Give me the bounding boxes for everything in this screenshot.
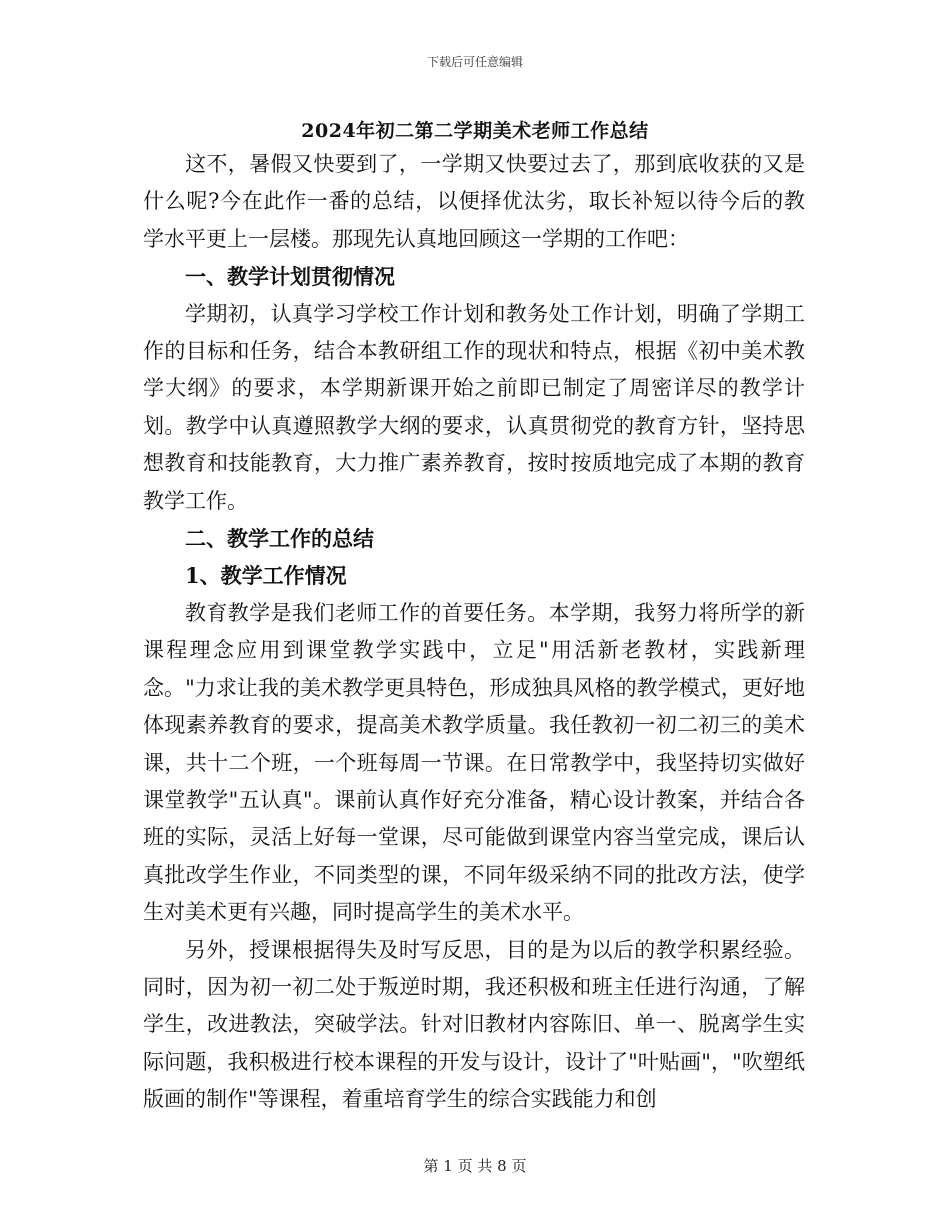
section-heading-plan: 一、教学计划贯彻情况 — [185, 264, 395, 290]
document-title: 2024年初二第二学期美术老师工作总结 — [301, 120, 649, 142]
page-footer: 第 1 页 共 8 页 — [423, 1157, 527, 1175]
plan-paragraph: 学期初，认真学习学校工作计划和教务处工作计划，明确了学期工作的目标和任务，结合本教研组工作的现状和特点，根据《初中美术教学大纲》的要求，本学期新课开始之前即已制定了周密详尽的教学计划。教学中认真遵照教学大纲的要求，认真贯彻党的教育方针，坚持思想教育和技能教育，大力推广素养教育，按时按质地完成了本期的教育教学工作。 — [143, 301, 805, 513]
subsection-heading-work: 1、教学工作情况 — [185, 563, 347, 589]
section-heading-summary: 二、教学工作的总结 — [185, 526, 374, 552]
work-paragraph-1: 教育教学是我们老师工作的首要任务。本学期，我努力将所学的新课程理念应用到课堂教学实践中，立足"用活新老教材，实践新理念。"力求让我的美术教学更具特色，形成独具风格的教学模式，更好地体现素养教育的要求，提高美术教学质量。我任教初一初二初三的美术课，共十二个班，一个班每周一节课。在日常教学中，我坚持切实做好课堂教学"五认真"。课前认真作好充分准备，精心设计教案，并结合各班的实际，灵活上好每一堂课，尽可能做到课堂内容当堂完成，课后认真批改学生作业，不同类型的课，不同年级采纳不同的批改方法，使学生对美术更有兴趣，同时提高学生的美术水平。 — [143, 600, 805, 925]
header-note: 下载后可任意编辑 — [426, 55, 523, 69]
work-paragraph-2: 另外，授课根据得失及时写反思，目的是为以后的教学积累经验。同时，因为初一初二处于叛逆时期，我还积极和班主任进行沟通，了解学生，改进教法，突破学法。针对旧教材内容陈旧、单一、脱离学生实际问题，我积极进行校本课程的开发与设计，设计了"叶贴画"，"吹塑纸版画的制作"等课程，着重培育学生的综合实践能力和创 — [143, 937, 805, 1112]
intro-paragraph: 这不，暑假又快要到了，一学期又快要过去了，那到底收获的又是什么呢?今在此作一番的总结，以便择优汰劣，取长补短以待今后的教学水平更上一层楼。那现先认真地回顾这一学期的工作吧： — [143, 152, 805, 251]
document-body — [143, 146, 805, 1119]
